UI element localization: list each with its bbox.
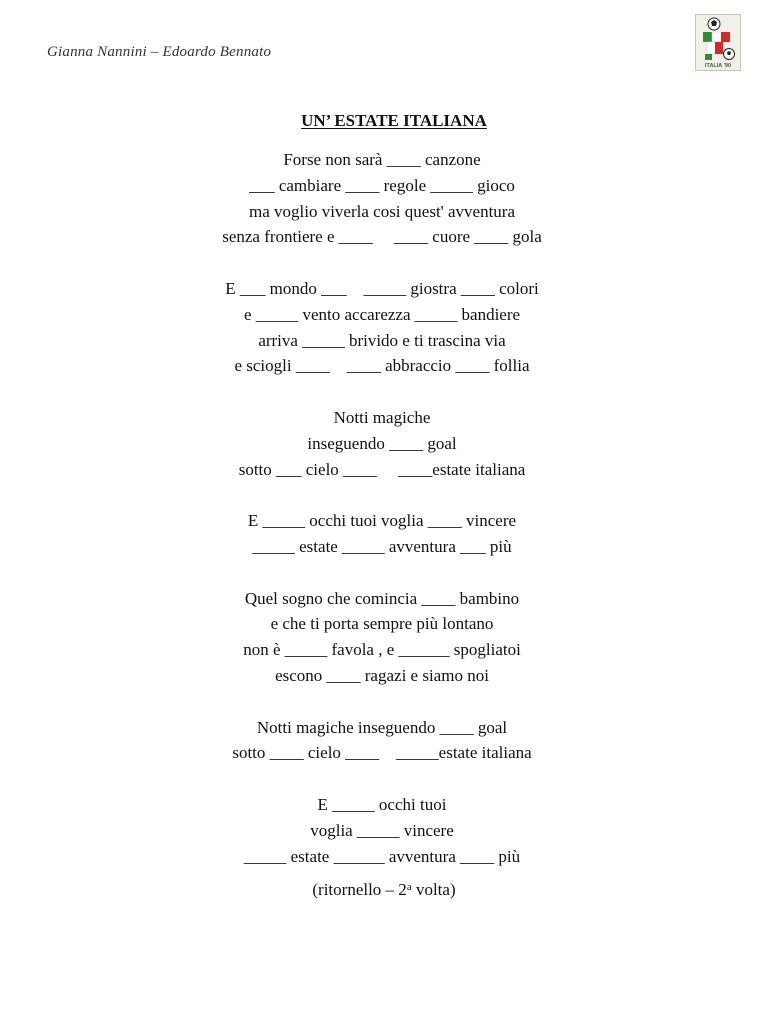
song-title: UN’ ESTATE ITALIANA [301, 111, 487, 130]
lyric-line: ma voglio viverla cosi quest' avventura [248, 201, 515, 221]
refrain-note-before: (ritornello – 2 [312, 880, 407, 899]
stanza [0, 147, 764, 250]
lyric-line: e che ti porta sempre più lontano [270, 614, 494, 634]
lyric-line: Quel sogno che comincia ____ bambino [244, 588, 520, 608]
lyric-line: ___ cambiare ____ regole _____ gioco [249, 175, 515, 195]
chorus-stanza [0, 405, 764, 482]
mascot-icon [695, 14, 741, 71]
chorus-stanza [0, 792, 764, 869]
lyric-line: non è _____ favola , e ______ spogliatoi [243, 640, 521, 660]
lyric-line: sotto ___ cielo ____ ____estate italiana [238, 459, 526, 479]
lyric-line: _____ estate _____ avventura ___ più [252, 536, 512, 556]
lyric-line: e _____ vento accarezza _____ bandiere [243, 304, 521, 324]
lyric-line: e sciogli ____ ____ abbraccio ____ follia [234, 356, 530, 376]
stanza [0, 586, 764, 689]
italia-90-mascot-logo [695, 14, 741, 71]
chorus-stanza [0, 715, 764, 767]
lyric-line: Forse non sarà ____ canzone [283, 150, 481, 169]
lyric-line: E _____ occhi tuoi voglia ____ vincere [247, 511, 517, 531]
refrain-note-after: volta) [411, 880, 456, 899]
lyric-line: inseguendo ____ goal [307, 433, 457, 453]
lyric-line: arriva _____ brivido e ti trascina via [258, 330, 506, 350]
lyric-line: _____ estate ______ avventura ____ più [243, 846, 521, 866]
lyric-line: escono ____ ragazi e siamo noi [275, 665, 489, 685]
lyric-line: E ___ mondo ___ _____ giostra ____ colori [225, 278, 539, 298]
ordinal-superscript: a [406, 881, 412, 893]
stanza [0, 276, 764, 379]
lyrics-body [0, 147, 764, 895]
chorus-stanza [0, 508, 764, 560]
lyric-line: sotto ____ cielo ____ _____estate italiana [232, 743, 532, 763]
logo-text: ITALIA '90 [704, 63, 732, 69]
lyric-line: voglia _____ vincere [310, 820, 454, 840]
authors-header: Gianna Nannini – Edoardo Bennato [47, 44, 272, 60]
refrain-note [0, 880, 768, 900]
lyric-line: Notti magiche [333, 407, 431, 427]
lyric-line: E _____ occhi tuoi [317, 794, 447, 814]
lyric-line: Notti magiche inseguendo ____ goal [256, 717, 508, 737]
lyric-line: senza frontiere e ____ ____ cuore ____ gola [222, 227, 542, 247]
